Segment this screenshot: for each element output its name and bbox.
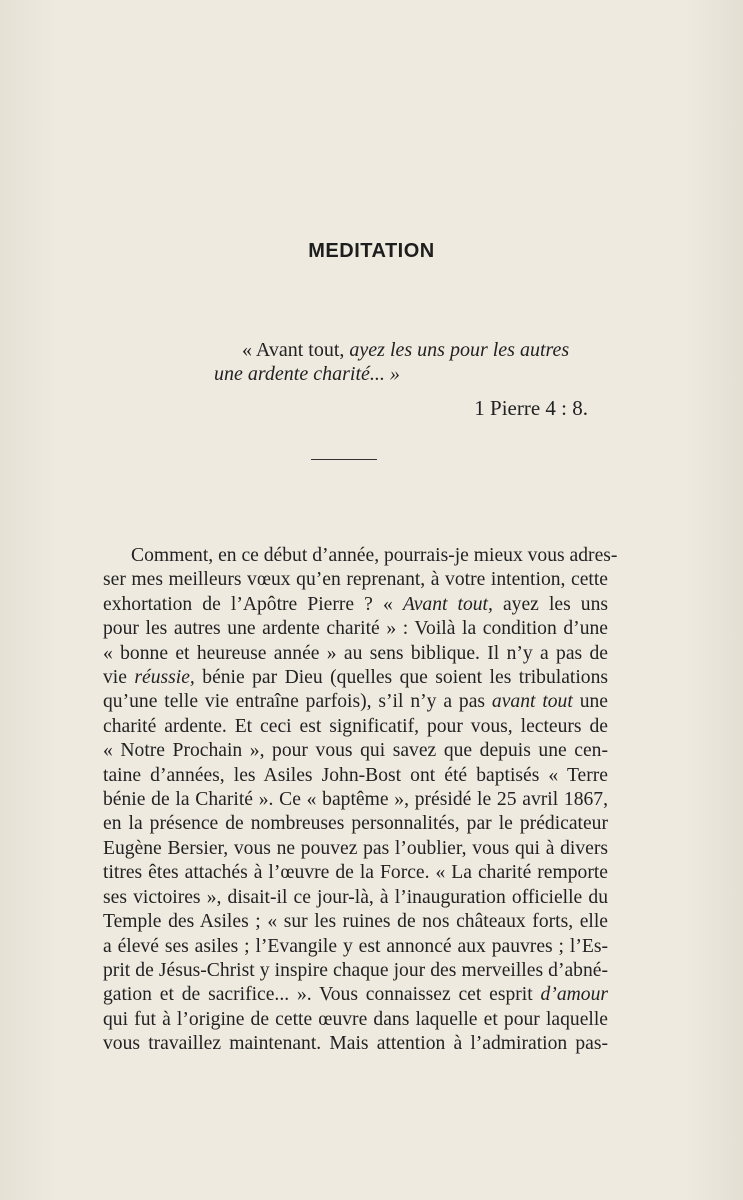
bible-reference: 1 Pierre 4 : 8. (474, 396, 588, 420)
divider-rule (311, 459, 377, 460)
text-line: a élevé ses asiles ; l’Evangile y est annoncé aux pauvres ; l’Es- (103, 935, 608, 957)
text-line: « bonne et heureuse année » au sens biblique. Il n’y a pas de (103, 642, 608, 664)
text-line: Temple des Asiles ; « sur les ruines de nos châteaux forts, elle (103, 911, 608, 933)
text-line: qui fut à l’origine de cette œuvre dans laquelle et pour laquelle (103, 1008, 608, 1030)
text-line: « Notre Prochain », pour vous qui savez que depuis une cen- (103, 740, 608, 762)
text-line: ser mes meilleurs vœux qu’en reprenant, à votre intention, cette (103, 569, 608, 591)
text-line: en la présence de nombreuses personnalités, par le prédicateur (103, 813, 608, 835)
page-title: MEDITATION (308, 240, 435, 262)
text-line: gation et de sacrifice... ». Vous connaissez cet esprit d’amour (103, 984, 608, 1006)
text-line: titres êtes attachés à l’œuvre de la Force. « La charité remporte (103, 862, 608, 884)
text-line: vie réussie, bénie par Dieu (quelles que soient les tribulations (103, 667, 609, 689)
text-line: Comment, en ce début d’année, pourrais-je mieux vous adres- (131, 545, 618, 566)
epigraph-quote (214, 338, 642, 386)
text-line: Eugène Bersier, vous ne pouvez pas l’oublier, vous qui à divers (103, 837, 608, 859)
text-line: pour les autres une ardente charité » : Voilà la condition d’une (103, 618, 608, 640)
body-text (103, 544, 618, 1057)
text-line: taine d’années, les Asiles John-Bost ont été baptisés « Terre (103, 764, 608, 786)
text-line: qu’une telle vie entraîne parfois), s’il n’y a pas avant tout une (103, 691, 608, 713)
epigraph-line-1: « Avant tout, ayez les uns pour les autres (242, 339, 570, 361)
epigraph-line-2: une ardente charité... » (214, 363, 400, 385)
text-line: exhortation de l’Apôtre Pierre ? « Avant tout, ayez les uns (103, 593, 608, 615)
text-line: prit de Jésus-Christ y inspire chaque jour des merveilles d’abné- (103, 959, 608, 981)
text-line: bénie de la Charité ». Ce « baptême », présidé le 25 avril 1867, (103, 789, 608, 811)
text-line: charité ardente. Et ceci est significatif, pour vous, lecteurs de (103, 715, 608, 737)
text-line: ses victoires », disait-il ce jour-là, à l’inauguration officielle du (103, 886, 608, 908)
text-line: vous travaillez maintenant. Mais attention à l’admiration pas- (103, 1033, 608, 1055)
